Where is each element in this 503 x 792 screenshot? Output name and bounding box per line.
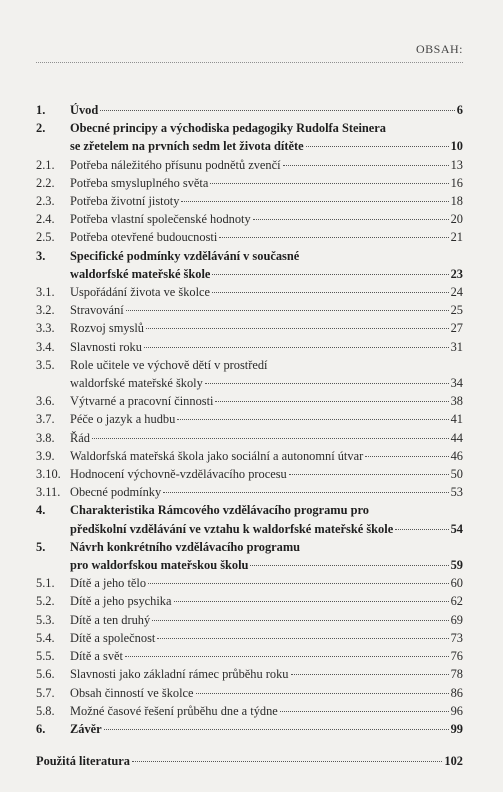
toc-entry-content: [70, 210, 463, 228]
toc-entry-title: Rozvoj smyslů: [70, 321, 145, 336]
toc-entry-content: [70, 465, 463, 483]
toc-entry-page: 41: [450, 412, 463, 427]
dot-leader: [283, 165, 449, 166]
toc-entry: [36, 119, 463, 155]
toc-entry-line: [70, 574, 463, 592]
dot-leader: [291, 674, 449, 675]
toc-entry-line: [70, 665, 463, 683]
toc-entry-title: Dítě a ten druhý: [70, 612, 151, 627]
toc-entry: [36, 301, 463, 319]
toc-entry-page: 6: [456, 103, 463, 117]
dot-leader: [253, 219, 449, 220]
toc-entry: [36, 574, 463, 592]
toc-entry-line: [70, 647, 463, 665]
toc-entry: [36, 101, 463, 119]
toc-entry-page: 20: [450, 212, 463, 227]
dot-leader: [205, 383, 449, 384]
toc-entry-title: se zřetelem na prvních sedm let života dítěte: [70, 139, 304, 154]
dot-leader: [126, 310, 449, 311]
toc-entry-title: Obecné principy a východiska pedagogiky Rudolfa Steinera: [70, 121, 386, 136]
toc-entry-title: Role učitele ve výchově dětí v prostředí: [70, 357, 268, 372]
toc-entry-content: [70, 119, 463, 155]
toc-entry-title: Specifické podmínky vzdělávání v současné: [70, 248, 300, 263]
toc-entry-number: 5.5.: [36, 649, 55, 664]
toc-entry-number: 6.: [36, 721, 46, 736]
toc-entry-line: [70, 137, 463, 155]
toc-entry-title: waldorfské mateřské školy: [70, 376, 203, 391]
dot-leader: [181, 201, 448, 202]
toc-entry-page: 54: [450, 521, 463, 536]
toc-entry-number: 5.3.: [36, 612, 55, 627]
toc-entry-title: Péče o jazyk a hudbu: [70, 412, 176, 427]
dot-leader: [395, 529, 448, 530]
toc-entry-number: 3.1.: [36, 285, 55, 300]
toc-entry-line: [70, 392, 463, 410]
toc-entry-page: 73: [450, 630, 463, 645]
toc-entry-page: 21: [450, 230, 463, 245]
toc-entry-title: Hodnocení výchovně-vzdělávacího procesu: [70, 467, 287, 482]
toc-entry: [36, 592, 463, 610]
toc-entry-title: Potřeba životní jistoty: [70, 194, 180, 209]
toc-entry-title: Dítě a společnost: [70, 630, 156, 645]
toc-entry-number: 2.5.: [36, 230, 55, 245]
toc-entry-line: [70, 247, 463, 265]
dot-leader: [92, 438, 449, 439]
toc-entry-content: [70, 101, 463, 119]
toc-entry-page: 60: [450, 576, 463, 591]
toc-entry-line: [70, 520, 463, 538]
toc-entry-number: 3.4.: [36, 339, 55, 354]
toc-entry-page: 23: [450, 266, 463, 281]
toc-entry-content: [70, 592, 463, 610]
toc-entry-content: [70, 429, 463, 447]
toc-entry-content: [70, 301, 463, 319]
dot-leader: [132, 761, 442, 762]
toc-entry-page: 59: [450, 558, 463, 573]
dot-leader: [148, 583, 449, 584]
toc-entry-title: Slavnosti jako základní rámec průběhu roku: [70, 667, 289, 682]
toc-entry-title: Potřeba smysluplného světa: [70, 175, 209, 190]
dot-leader: [174, 601, 449, 602]
toc-entry-content: [70, 538, 463, 574]
toc-entry-number: 5.2.: [36, 594, 55, 609]
toc-entry-title: Úvod: [70, 103, 99, 117]
toc-entry-page: 24: [450, 285, 463, 300]
toc-entry-line: [70, 447, 463, 465]
toc-entry-page: 78: [450, 667, 463, 682]
toc-entry: [36, 192, 463, 210]
toc-entry-page: 18: [450, 194, 463, 209]
toc-entry-number: 3.10.: [36, 467, 61, 482]
toc-entry-number: 3.7.: [36, 412, 55, 427]
toc-entry-number: 3.9.: [36, 448, 55, 463]
toc-entry-line: [70, 538, 463, 556]
toc-entry-line: [70, 192, 463, 210]
toc-entry-line: [70, 356, 463, 374]
toc-entry-number: 3.6.: [36, 394, 55, 409]
toc-entry-title: Návrh konkrétního vzdělávacího programu: [70, 539, 301, 554]
toc-entry-content: [70, 392, 463, 410]
toc-entry-content: [70, 174, 463, 192]
toc-entry: [36, 538, 463, 574]
toc-entry-line: [70, 556, 463, 574]
toc-entry: [36, 720, 463, 738]
toc-entry-line: [70, 283, 463, 301]
toc-entry-page: 44: [450, 430, 463, 445]
toc-entry-content: [70, 611, 463, 629]
toc-entry-number: 3.11.: [36, 485, 61, 500]
toc-entry-line: [70, 720, 463, 738]
toc-entry-line: [70, 611, 463, 629]
dot-leader: [146, 328, 449, 329]
dot-leader: [306, 146, 449, 147]
toc-entry-line: [70, 592, 463, 610]
toc-entry-number: 3.3.: [36, 321, 55, 336]
toc-entry: [36, 429, 463, 447]
toc-entry-title: Dítě a jeho psychika: [70, 594, 172, 609]
toc-entry-number: 3.2.: [36, 303, 55, 318]
dot-leader: [144, 347, 449, 348]
toc-entry-title: Obsah činností ve školce: [70, 685, 194, 700]
toc-entry-number: 5.8.: [36, 703, 55, 718]
dot-leader: [157, 638, 448, 639]
toc-entry: [36, 752, 463, 770]
toc-entry-number: 5.: [36, 539, 46, 554]
dot-leader: [280, 711, 449, 712]
toc-entry-number: 2.3.: [36, 194, 55, 209]
toc-entry-number: 5.6.: [36, 667, 55, 682]
toc-entry-title: Uspořádání života ve školce: [70, 285, 211, 300]
page-header: [36, 42, 463, 63]
toc-entry-content: [70, 702, 463, 720]
toc-entry: [36, 319, 463, 337]
toc-entry-number: 2.: [36, 121, 46, 136]
toc-entry-page: 27: [450, 321, 463, 336]
toc-entry-line: [70, 429, 463, 447]
toc-entry: [36, 501, 463, 537]
dot-leader: [196, 693, 449, 694]
toc-entry-content: [70, 483, 463, 501]
table-of-contents: [36, 101, 463, 770]
toc-entry-page: 102: [444, 754, 463, 769]
toc-entry-line: [70, 702, 463, 720]
toc-entry: [36, 356, 463, 392]
toc-entry-number: 4.: [36, 503, 46, 518]
toc-entry-page: 53: [450, 485, 463, 500]
toc-entry-line: [70, 174, 463, 192]
toc-entry-page: 99: [450, 721, 463, 736]
toc-entry-title: Dítě a svět: [70, 649, 123, 664]
toc-entry-page: 46: [450, 448, 463, 463]
toc-entry-content: [70, 447, 463, 465]
toc-entry: [36, 447, 463, 465]
dot-leader: [289, 474, 449, 475]
toc-entry-line: [70, 410, 463, 428]
toc-entry-page: 31: [450, 339, 463, 354]
dot-leader: [100, 110, 455, 111]
toc-entry: [36, 228, 463, 246]
toc-entry-page: 10: [450, 139, 463, 154]
toc-entry-content: [70, 501, 463, 537]
toc-entry-page: 76: [450, 649, 463, 664]
toc-entry: [36, 684, 463, 702]
toc-entry-page: 16: [450, 175, 463, 190]
toc-entry-page: 50: [450, 467, 463, 482]
toc-entry: [36, 338, 463, 356]
toc-entry-title: Waldorfská mateřská škola jako sociální a autonomní útvar: [70, 448, 364, 463]
toc-entry-line: [36, 752, 463, 770]
toc-entry-title: Výtvarné a pracovní činnosti: [70, 394, 214, 409]
toc-entry-content: [70, 647, 463, 665]
toc-entry-number: 3.: [36, 248, 46, 263]
toc-entry-title: Potřeba vlastní společenské hodnoty: [70, 212, 251, 227]
toc-entry-number: 5.4.: [36, 630, 55, 645]
toc-entry-title: pro waldorfskou mateřskou školu: [70, 558, 249, 573]
toc-entry-content: [70, 574, 463, 592]
dot-leader: [104, 729, 449, 730]
toc-entry: [36, 392, 463, 410]
toc-entry-content: [70, 338, 463, 356]
toc-entry-number: 2.1.: [36, 157, 55, 172]
toc-entry: [36, 283, 463, 301]
dot-leader: [125, 656, 449, 657]
toc-entry-line: [70, 501, 463, 519]
dot-leader: [163, 492, 448, 493]
toc-entry-line: [70, 119, 463, 137]
toc-entry: [36, 174, 463, 192]
toc-entry-title: Možné časové řešení průběhu dne a týdne: [70, 703, 278, 718]
toc-entry-line: [70, 483, 463, 501]
toc-entry: [36, 702, 463, 720]
toc-entry-content: [70, 665, 463, 683]
toc-entry-line: [70, 101, 463, 119]
toc-entry-content: [70, 156, 463, 174]
toc-entry-content: [70, 247, 463, 283]
toc-entry-line: [70, 156, 463, 174]
toc-entry-content: [70, 283, 463, 301]
toc-entry-content: [36, 752, 463, 770]
toc-entry-line: [70, 228, 463, 246]
toc-entry-number: 3.8.: [36, 430, 55, 445]
toc-entry-line: [70, 374, 463, 392]
toc-entry-page: 69: [450, 612, 463, 627]
toc-entry: [36, 483, 463, 501]
dot-leader: [219, 237, 448, 238]
toc-entry-page: 13: [450, 157, 463, 172]
toc-entry-title: Řád: [70, 430, 90, 445]
toc-entry-page: 34: [450, 376, 463, 391]
toc-entry-line: [70, 319, 463, 337]
toc-entry-line: [70, 265, 463, 283]
toc-entry-title: předškolní vzdělávání ve vztahu k waldorfské mateřské škole: [70, 521, 394, 536]
toc-entry-title: Stravování: [70, 303, 124, 318]
dot-leader: [250, 565, 448, 566]
toc-entry-title: Dítě a jeho tělo: [70, 576, 147, 591]
toc-entry-number: 2.4.: [36, 212, 55, 227]
toc-entry: [36, 156, 463, 174]
toc-entry: [36, 210, 463, 228]
toc-entry-line: [70, 629, 463, 647]
toc-entry: [36, 465, 463, 483]
toc-entry-number: 3.5.: [36, 357, 55, 372]
toc-entry-page: 38: [450, 394, 463, 409]
toc-entry-page: 96: [450, 703, 463, 718]
toc-entry-title: Slavnosti roku: [70, 339, 142, 354]
toc-entry-content: [70, 720, 463, 738]
toc-entry-content: [70, 319, 463, 337]
toc-entry-title: Obecné podmínky: [70, 485, 162, 500]
toc-entry-page: 62: [450, 594, 463, 609]
toc-entry-title: Použitá literatura: [36, 754, 130, 769]
dot-leader: [177, 419, 448, 420]
toc-entry-line: [70, 338, 463, 356]
toc-entry-line: [70, 465, 463, 483]
dot-leader: [212, 292, 449, 293]
toc-entry-number: 5.7.: [36, 685, 55, 700]
dot-leader: [365, 456, 448, 457]
toc-entry-content: [70, 410, 463, 428]
toc-entry: [36, 647, 463, 665]
dot-leader: [152, 620, 448, 621]
toc-entry-title: waldorfské mateřské škole: [70, 266, 211, 281]
toc-entry-page: 25: [450, 303, 463, 318]
header-title: OBSAH:: [415, 42, 463, 56]
toc-entry: [36, 410, 463, 428]
toc-entry: [36, 665, 463, 683]
dot-leader: [212, 274, 448, 275]
toc-entry-content: [70, 228, 463, 246]
toc-entry-title: Charakteristika Rámcového vzdělávacího programu pro: [70, 503, 369, 518]
toc-entry-page: 86: [450, 685, 463, 700]
dot-leader: [215, 401, 448, 402]
toc-entry-line: [70, 210, 463, 228]
toc-entry-title: Potřeba otevřené budoucnosti: [70, 230, 218, 245]
toc-entry-line: [70, 301, 463, 319]
toc-entry-content: [70, 192, 463, 210]
toc-entry-number: 2.2.: [36, 175, 55, 190]
dot-leader: [210, 183, 448, 184]
toc-entry-content: [70, 356, 463, 392]
toc-entry-title: Závěr: [70, 721, 102, 736]
toc-entry-content: [70, 684, 463, 702]
toc-entry-line: [70, 684, 463, 702]
toc-entry: [36, 629, 463, 647]
toc-entry-title: Potřeba náležitého přísunu podnětů zvenčí: [70, 157, 281, 172]
toc-entry: [36, 247, 463, 283]
toc-entry: [36, 611, 463, 629]
toc-entry-number: 5.1.: [36, 576, 55, 591]
toc-entry-number: 1.: [36, 103, 46, 117]
toc-entry-content: [70, 629, 463, 647]
